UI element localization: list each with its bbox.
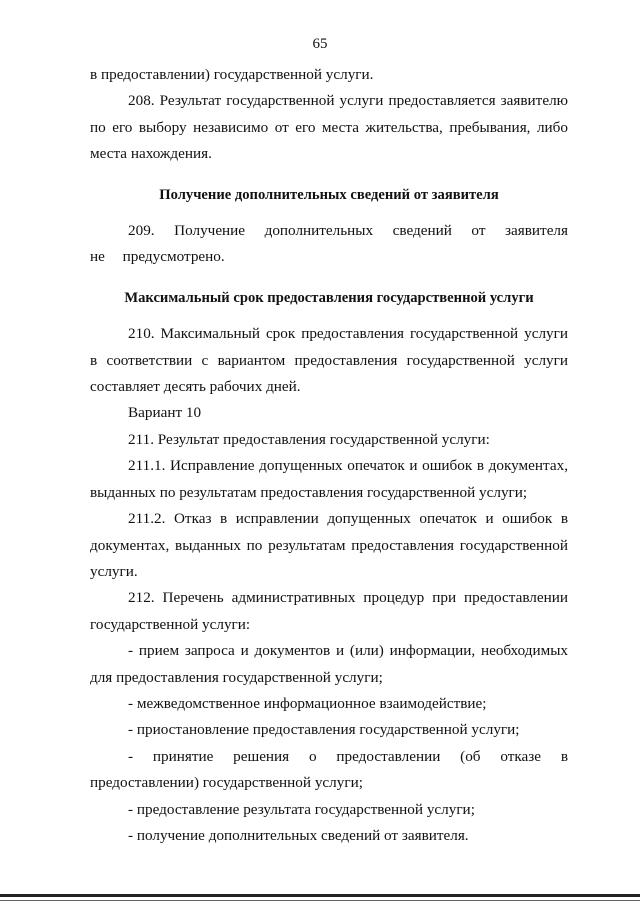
list-item-additional-info: - получение дополнительных сведений от заявителя. bbox=[128, 826, 469, 844]
scan-bottom-border bbox=[0, 894, 640, 897]
paragraph-211-1: 211.1. Исправление допущенных опечаток и ошибок в документах, выданных по результатам предоставления государственной услуги; bbox=[90, 457, 568, 501]
paragraph-209: 209. Получение дополнительных сведений от заявителя не предусмотрено. bbox=[90, 222, 568, 266]
section-heading-max-term: Максимальный срок предоставления государственной услуги bbox=[124, 289, 534, 306]
variant-label: Вариант 10 bbox=[128, 404, 202, 422]
list-item-request: - прием запроса и документов и (или) информации, необходимых для предоставления государственной услуги; bbox=[90, 642, 568, 686]
scan-bottom-border-thin bbox=[0, 900, 640, 901]
section-heading-additional-info: Получение дополнительных сведений от заявителя bbox=[159, 186, 499, 203]
paragraph-211: 211. Результат предоставления государственной услуги: bbox=[128, 430, 490, 448]
paragraph-continuation: в предоставлении) государственной услуги. bbox=[90, 66, 374, 83]
document-body bbox=[90, 62, 568, 849]
paragraph-210: 210. Максимальный срок предоставления государственной услуги в соответствии с вариантом предоставления государственной услуги составляет десять рабочих дней. bbox=[90, 325, 568, 396]
list-item-interagency: - межведомственное информационное взаимодействие; bbox=[128, 694, 487, 712]
paragraph-211-2: 211.2. Отказ в исправлении допущенных опечаток и ошибок в документах, выданных по результатам предоставления государственной услуги. bbox=[90, 510, 568, 580]
paragraph-208: 208. Результат государственной услуги предоставляется заявителю по его выбору независимо от его места жительства, пребывания, либо места нахождения. bbox=[90, 92, 568, 163]
list-item-decision: - принятие решения о предоставлении (об отказе в предоставлении) государственной услуги; bbox=[90, 747, 568, 792]
list-item-suspension: - приостановление предоставления государственной услуги; bbox=[128, 721, 520, 739]
paragraph-212: 212. Перечень административных процедур при предоставлении государственной услуги: bbox=[90, 589, 568, 633]
list-item-result-delivery: - предоставление результата государственной услуги; bbox=[128, 800, 475, 818]
page-number: 65 bbox=[312, 36, 328, 52]
